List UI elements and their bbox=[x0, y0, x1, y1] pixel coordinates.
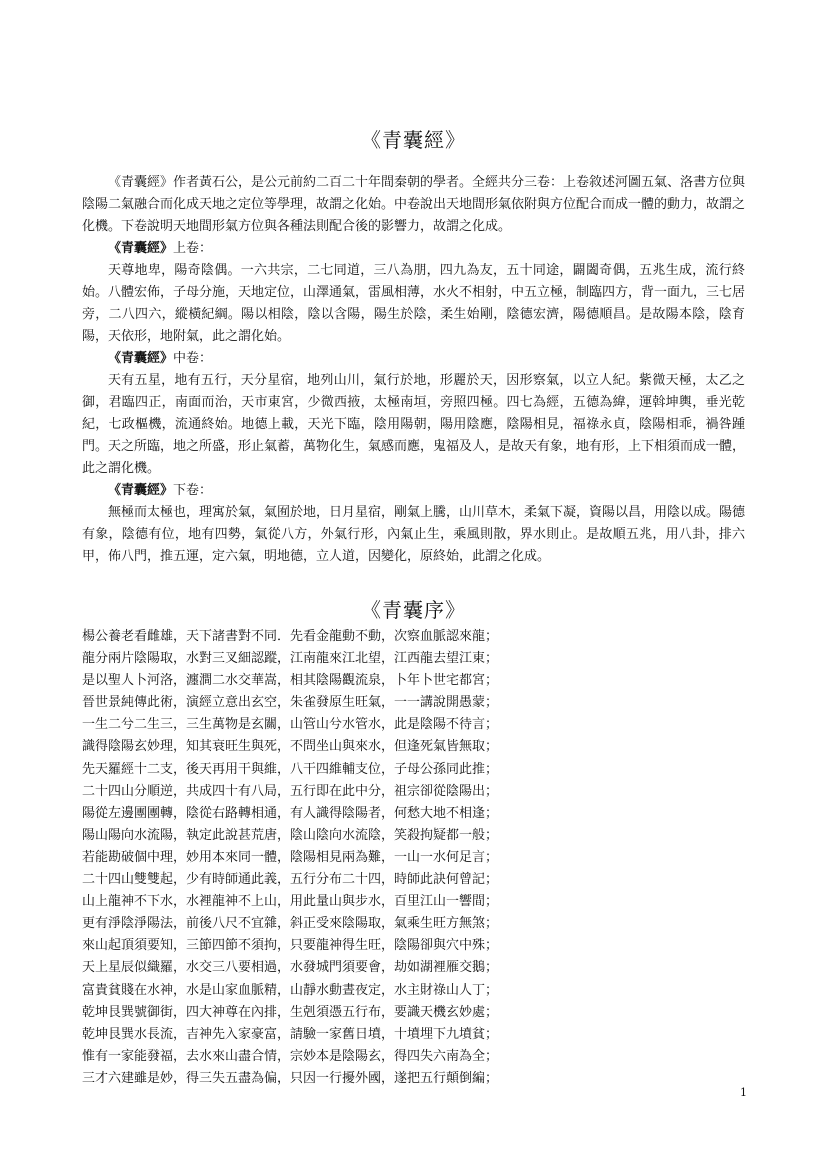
poem-line: 乾坤艮巽水長流，吉神先入家豪富，請驗一家舊日墳，十墳埋下九墳貧； bbox=[82, 1026, 499, 1042]
volume-3-label: 下卷： bbox=[173, 483, 213, 498]
poem-line: 晉世景純傳此術，演經立意出玄空，朱雀發原生旺氣，一一講說開愚蒙； bbox=[82, 695, 499, 711]
poem-line: 龍分兩片陰陽取，水對三叉細認蹤，江南龍來江北望，江西龍去望江東； bbox=[82, 651, 499, 667]
poem-line: 楊公養老看雌雄，天下諸書對不同．先看金龍動不動，次察血脈認來龍； bbox=[82, 629, 499, 644]
poem-line: 山上龍神不下水，水裡龍神不上山，用此量山與步水，百里江山一響間； bbox=[82, 894, 499, 910]
poem-section bbox=[82, 626, 745, 1090]
poem-line: 若能勘破個中理，妙用本來同一體，陰陽相見兩為難，一山一水何足言； bbox=[82, 849, 499, 865]
poem-line: 來山起頂須要知，三節四節不須拘，只要龍神得生旺，陰陽卻與穴中殊； bbox=[82, 938, 499, 954]
volume-2-name: 《青囊經》 bbox=[108, 351, 174, 366]
poem-line: 識得陰陽玄妙理，知其衰旺生與死，不問坐山與來水，但逢死氣皆無取； bbox=[82, 739, 499, 755]
volume-1-label: 上卷： bbox=[173, 241, 213, 256]
volume-3-name: 《青囊經》 bbox=[108, 483, 174, 498]
volume-1-heading bbox=[82, 238, 745, 260]
page-number: 1 bbox=[740, 1086, 747, 1099]
poem-line: 二十四山分順逆，共成四十有八局，五行即在此中分，祖宗卻從陰陽出； bbox=[82, 783, 499, 799]
title-qingnang-xu: 《青囊序》 bbox=[361, 598, 466, 622]
poem-line: 天上星辰似織羅，水交三八要相過，水發城門須要會，劫如湖裡雁交鵝； bbox=[82, 960, 499, 976]
volume-1-name: 《青囊經》 bbox=[108, 241, 174, 256]
poem-line: 富貴貧賤在水神，水是山家血脈精，山靜水動晝夜定，水主財祿山人丁； bbox=[82, 982, 499, 998]
intro-paragraph: 《青囊經》作者黃石公，是公元前約二百二十年間秦朝的學者。全經共分三卷：上卷敘述河圖五氣、洛書方位與陰陽二氣融合而化成天地之定位等學理，故謂之化始。中卷說出天地間形氣依附與方位配合而成一體的動力，故謂之化機。下卷說明天地間形氣方位與各種法則配合後的影響力，故謂之化成。 bbox=[82, 175, 746, 234]
volume-1-text: 天尊地卑，陽奇陰偶。一六共宗，二七同道，三八為朋，四九為友，五十同途，闢闔奇偶，五兆生成，流行終始。八體宏佈，子母分施，天地定位，山澤通氣，雷風相薄，水火不相射，中五立極，制臨四方，背一面九，三七居旁，二八四六，縱橫紀綱。陽以相陰，陰以含陽，陽生於陰，柔生始剛，陰德宏濟，陽德順昌。是故陽本陰，陰育陽，天依形，地附氣，此之謂化始。 bbox=[82, 263, 746, 344]
poem-line: 陽山陽向水流陽，執定此說甚荒唐，陰山陰向水流陰，笑殺拘疑都一般； bbox=[82, 827, 499, 843]
poem-line: 三才六建雖是妙，得三失五盡為偏，只因一行擾外國，遂把五行顛倒編； bbox=[82, 1070, 499, 1086]
volume-2-text: 天有五星，地有五行，天分星宿，地列山川，氣行於地，形麗於天，因形察氣，以立人紀。紫微天極，太乙之御，君臨四正，南面而治，天市東宮，少微西掖，太極南垣，旁照四極。四七為經，五德為緯，運斡坤輿，垂光乾紀，七政樞機，流通終始。地德上載，天光下臨，陰用陽朝，陽用陰應，陰陽相見，福祿永貞，陰陽相乖，禍咎踵門。天之所臨，地之所盛，形止氣蓄，萬物化生，氣感而應，鬼福及人，是故天有象，地有形，上下相須而成一體，此之謂化機。 bbox=[82, 373, 746, 476]
volume-2-label: 中卷： bbox=[173, 351, 213, 366]
poem-line: 惟有一家能發福，去水來山盡合情，宗妙本是陰陽玄，得四失六南為全； bbox=[82, 1048, 499, 1064]
volume-3-heading bbox=[82, 480, 745, 502]
poem-line: 二十四山雙雙起，少有時師通此義，五行分布二十四，時師此訣何曾記； bbox=[82, 872, 499, 888]
poem-line: 是以聖人卜河洛，瀍澗二水交華嵩，相其陰陽觀流泉，卜年卜世宅都宮； bbox=[82, 673, 499, 689]
poem-line: 一生二兮二生三，三生萬物是玄關，山管山兮水管水，此是陰陽不待言； bbox=[82, 717, 499, 733]
poem-line: 陽從左邊團團轉，陰從右路轉相通，有人識得陰陽者，何愁大地不相逢； bbox=[82, 805, 499, 821]
volume-2-heading bbox=[82, 348, 745, 370]
title-qingnang-jing: 《青囊經》 bbox=[361, 128, 466, 152]
volume-3-text: 無極而太極也，理寓於氣，氣囿於地，日月星宿，剛氣上騰，山川草木，柔氣下凝，資陽以昌，用陰以成。陽德有象，陰德有位，地有四勢，氣從八方，外氣行形，內氣止生，乘風則散，界水則止。是故順五兆，用八卦，排六甲，佈八門，推五運，定六氣，明地德，立人道，因變化，原終始，此謂之化成。 bbox=[82, 505, 746, 564]
intro-section bbox=[82, 172, 745, 568]
poem-line: 乾坤艮巽號御街，四大神尊在內排，生剋須憑五行布，要識天機玄妙處； bbox=[82, 1004, 499, 1020]
poem-line: 先天羅經十二支，後天再用干與維，八干四維輔支位，子母公孫同此推； bbox=[82, 761, 499, 777]
poem-line: 更有淨陰淨陽法，前後八尺不宜雜，斜正受來陰陽取，氣乘生旺方無煞； bbox=[82, 916, 499, 932]
